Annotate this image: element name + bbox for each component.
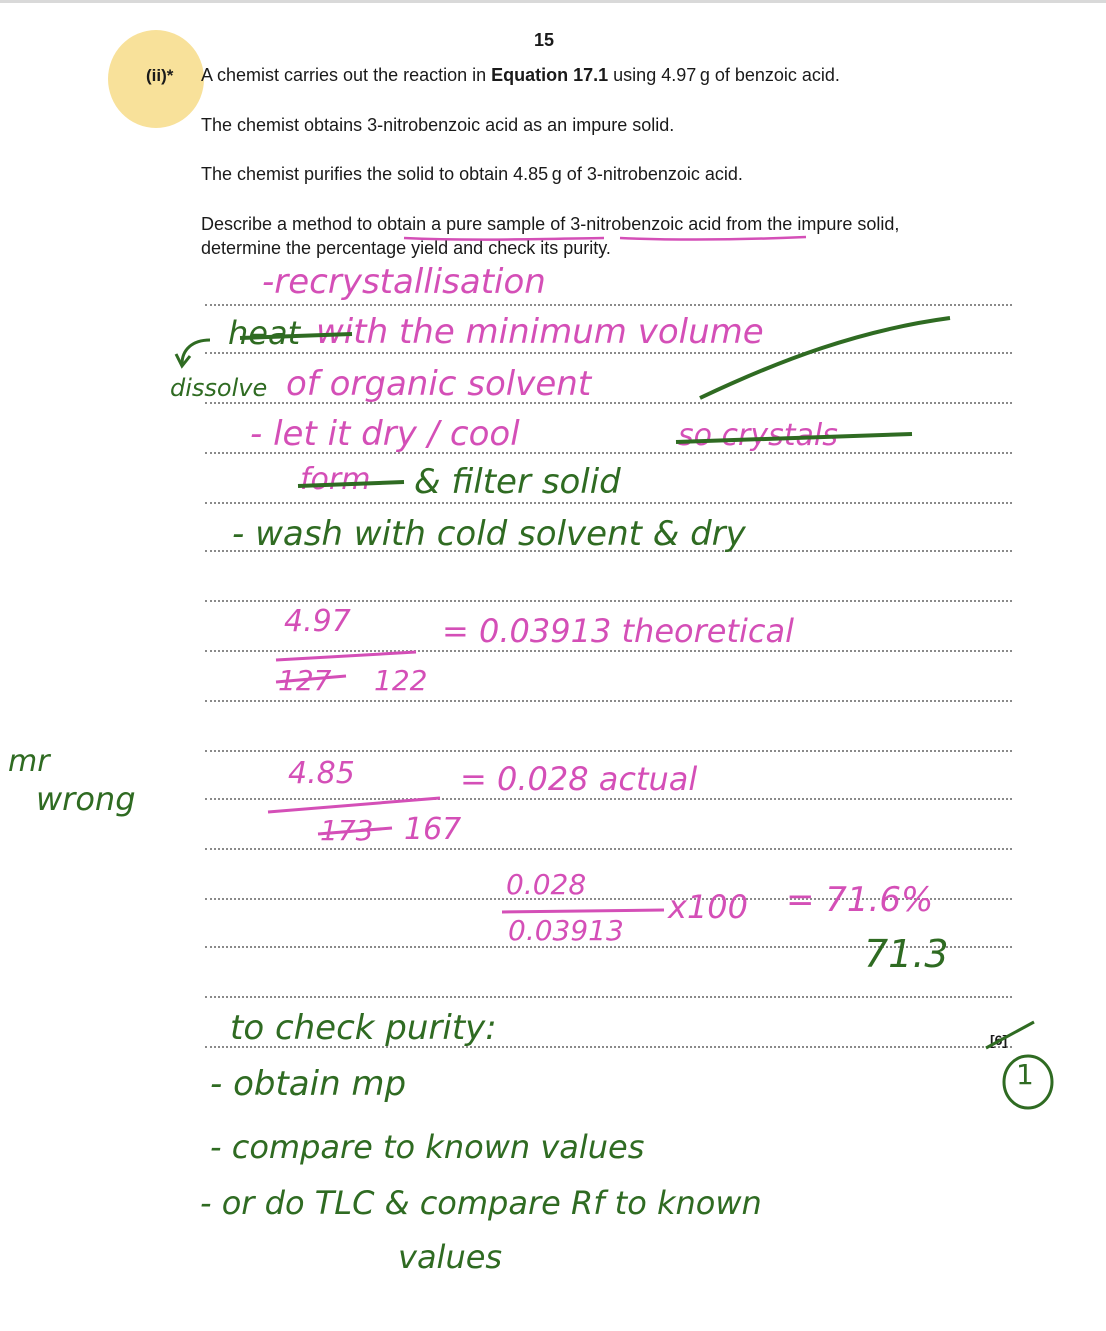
handwritten-margin-dissolve: dissolve	[170, 374, 268, 402]
answer-line	[205, 848, 1012, 850]
margin-note-mr: mr	[8, 744, 50, 779]
answer-line	[205, 700, 1012, 702]
answer-line	[205, 650, 1012, 652]
question-line-3: The chemist purifies the solid to obtain 4.85 g of 3-nitrobenzoic acid.	[201, 164, 743, 184]
purity-step-tlc: - or do TLC & compare Rf to known	[200, 1184, 762, 1222]
question-line-1-post: using 4.97 g of benzoic acid.	[608, 65, 840, 85]
answer-line	[205, 996, 1012, 998]
handwritten-let-it-cool: - let it dry / cool	[250, 414, 520, 454]
question-line-2: The chemist obtains 3-nitrobenzoic acid as an impure solid.	[201, 115, 675, 135]
handwritten-organic-solvent: of organic solvent	[286, 364, 592, 404]
calc-3-numerator: 0.028	[506, 868, 587, 901]
answer-line	[205, 304, 1012, 306]
margin-note-wrong: wrong	[36, 780, 136, 818]
handwritten-struck-so-crystals: so crystals	[678, 418, 838, 453]
handwritten-struck-heat: heat	[228, 314, 301, 352]
calc-3-result: = 71.6%	[786, 880, 934, 920]
purity-heading: to check purity:	[230, 1008, 497, 1048]
purity-step-mp: - obtain mp	[210, 1064, 407, 1104]
calc-1-denominator-struck: 127	[278, 664, 332, 697]
handwritten-wash-and-dry: - wash with cold solvent & dry	[232, 514, 746, 554]
equation-reference: Equation 17.1	[491, 65, 609, 85]
calc-3-multiplier: x100	[668, 888, 749, 926]
handwritten-minimum-volume: with the minimum volume	[316, 312, 764, 352]
page-top-border	[0, 0, 1106, 3]
answer-line	[205, 352, 1012, 354]
handwritten-filter-solid: & filter solid	[414, 462, 621, 502]
marks-available: [6]	[990, 1032, 1008, 1048]
handwritten-struck-form: form	[300, 462, 371, 497]
calc-3-denominator: 0.03913	[508, 914, 624, 947]
question-line-4a: Describe a method to obtain a pure sample of 3-nitrobenzoic acid from the impure solid,	[201, 214, 900, 234]
handwritten-recrystallisation: -recrystallisation	[262, 262, 546, 302]
calc-2-result: = 0.028 actual	[460, 760, 698, 798]
answer-line	[205, 750, 1012, 752]
answer-line	[205, 798, 1012, 800]
answer-line	[205, 502, 1012, 504]
question-line-4b: determine the percentage yield and check its purity.	[201, 238, 611, 258]
awarded-mark: 1	[1016, 1058, 1034, 1091]
calc-1-result: = 0.03913 theoretical	[442, 612, 794, 650]
answer-line	[205, 600, 1012, 602]
calc-2-denominator: 167	[404, 812, 462, 847]
question-line-1	[201, 64, 840, 86]
question-line-1-pre: A chemist carries out the reaction in	[201, 65, 492, 85]
purity-step-values: values	[398, 1238, 503, 1276]
question-label: (ii)*	[146, 66, 174, 85]
page-number: 15	[533, 30, 555, 50]
calc-3-corrected: 71.3	[864, 932, 949, 976]
calc-2-denominator-struck: 173	[320, 814, 374, 847]
calc-1-denominator: 122	[374, 664, 428, 697]
purity-step-compare: - compare to known values	[210, 1128, 645, 1166]
calc-2-numerator: 4.85	[288, 756, 355, 791]
calc-1-numerator: 4.97	[284, 604, 351, 639]
